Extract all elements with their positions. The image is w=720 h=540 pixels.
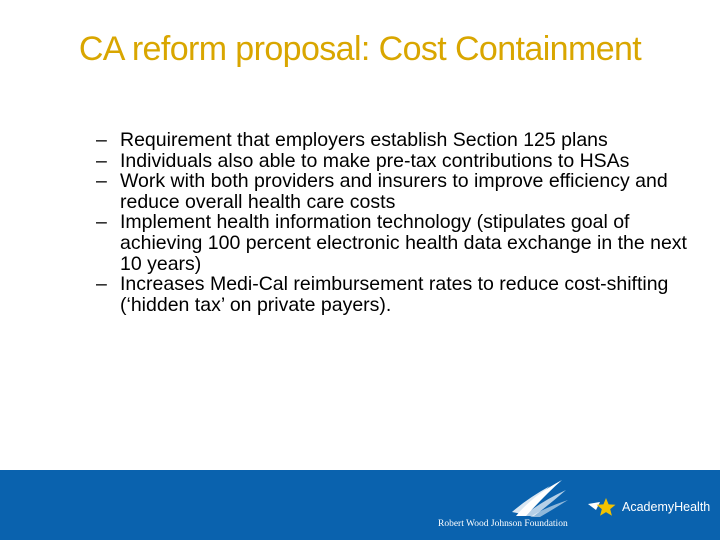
slide-title: CA reform proposal: Cost Containment xyxy=(78,30,642,68)
academyhealth-logo xyxy=(586,496,714,520)
bullet-item xyxy=(96,171,696,212)
rwjf-wing-icon xyxy=(510,478,570,518)
bullet-dash: – xyxy=(96,211,107,234)
bullet-item xyxy=(96,130,696,151)
academyhealth-logo-text: AcademyHealth xyxy=(622,500,711,514)
bullet-list xyxy=(96,130,696,315)
bullet-item xyxy=(96,274,696,315)
bullet-dash: – xyxy=(96,273,107,296)
rwjf-logo xyxy=(432,476,572,534)
academyhealth-star-icon xyxy=(586,496,620,520)
bullet-text: Increases Medi-Cal reimbursement rates to reduce cost-shifting (‘hidden tax’ on private payers). xyxy=(120,273,669,316)
bullet-item xyxy=(96,212,696,274)
bullet-dash: – xyxy=(96,149,107,172)
rwjf-logo-text: Robert Wood Johnson Foundation xyxy=(438,519,568,529)
bullet-item xyxy=(96,151,696,172)
bullet-text: Work with both providers and insurers to improve efficiency and reduce overall health care costs xyxy=(120,170,668,213)
bullet-text: Individuals also able to make pre-tax contributions to HSAs xyxy=(120,149,630,172)
bullet-text: Implement health information technology (stipulates goal of achieving 100 percent electronic health data exchange in the next 10 years) xyxy=(120,211,687,275)
bullet-dash: – xyxy=(96,170,107,193)
bullet-dash: – xyxy=(96,129,107,151)
footer-band xyxy=(0,470,720,540)
bullet-text: Requirement that employers establish Section 125 plans xyxy=(120,129,608,151)
